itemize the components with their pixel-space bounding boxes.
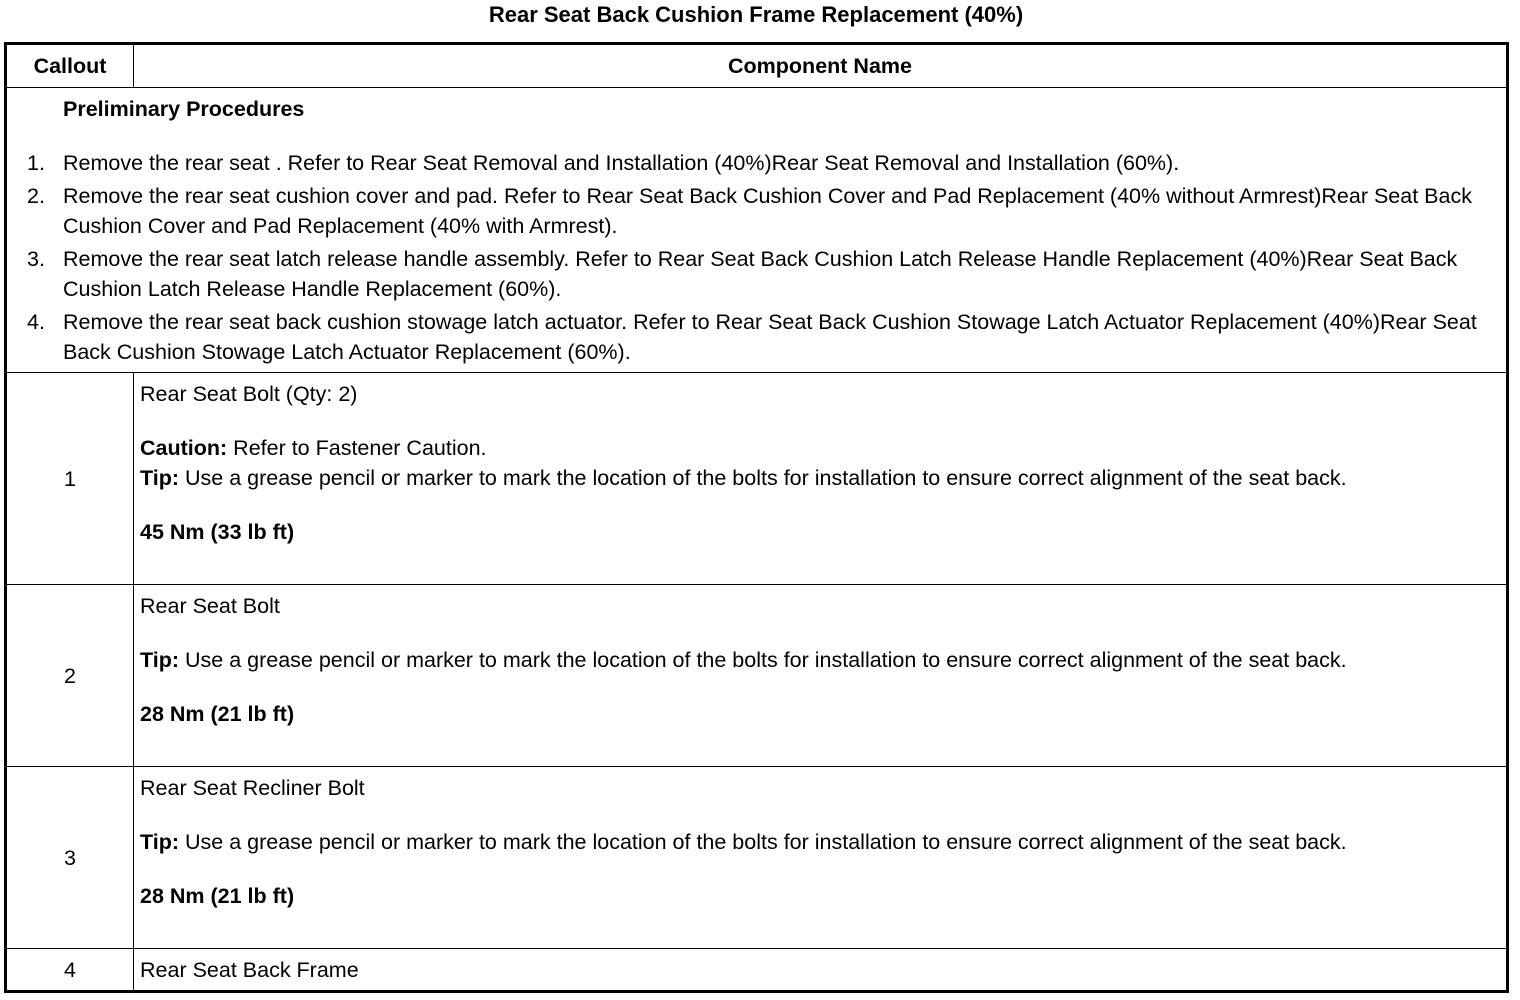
preliminary-heading: Preliminary Procedures [63, 97, 305, 121]
component-cell [134, 949, 1507, 991]
step-number: 2. [27, 184, 45, 208]
header-callout: Callout [7, 45, 134, 88]
component-name: Rear Seat Back Frame [140, 958, 359, 982]
preliminary-steps [7, 148, 1506, 367]
step-text: Remove the rear seat cushion cover and pad. Refer to Rear Seat Back Cushion Cover and Pad Replacement (40% without Armrest)Rear Seat Back Cushion Cover and Pad Replacement (40% with Armrest). [63, 184, 1472, 238]
header-component-name: Component Name [134, 45, 1507, 88]
step-text: Remove the rear seat back cushion stowage latch actuator. Refer to Rear Seat Back Cushion Stowage Latch Actuator Replacement (40%)Rear Seat Back Cushion Stowage Latch Actuator Replacement (60%). [63, 310, 1477, 364]
step-number: 3. [27, 247, 45, 271]
caution-note [140, 433, 1486, 463]
step-item [7, 148, 1506, 178]
component-name: Rear Seat Bolt (Qty: 2) [140, 382, 358, 406]
torque-spec: 28 Nm (21 lb ft) [140, 884, 295, 908]
callout-number: 1 [7, 373, 134, 585]
tip-label: Tip: [140, 466, 180, 490]
component-cell [134, 373, 1507, 585]
step-item [7, 244, 1506, 304]
tip-note [140, 463, 1486, 493]
step-item [7, 181, 1506, 241]
step-text: Remove the rear seat . Refer to Rear Seat Removal and Installation (40%)Rear Seat Removal and Installation (60%). [63, 151, 1180, 175]
torque-spec: 45 Nm (33 lb ft) [140, 520, 295, 544]
callout-number: 3 [7, 767, 134, 949]
table-header-row [7, 45, 1507, 88]
component-name: Rear Seat Bolt [140, 594, 280, 618]
table-row [7, 373, 1507, 585]
step-text: Remove the rear seat latch release handle assembly. Refer to Rear Seat Back Cushion Latch Release Handle Replacement (40%)Rear Seat Back Cushion Latch Release Handle Replacement (60%). [63, 247, 1458, 301]
tip-label: Tip: [140, 830, 180, 854]
document-title: Rear Seat Back Cushion Frame Replacement (40%) [488, 2, 1024, 27]
component-cell [134, 585, 1507, 767]
callout-number: 4 [7, 949, 134, 991]
tip-note [140, 827, 1486, 857]
tip-text: Use a grease pencil or marker to mark the location of the bolts for installation to ensure correct alignment of the seat back. [179, 648, 1347, 672]
step-item [7, 307, 1506, 367]
tip-note [140, 645, 1486, 675]
table-row [7, 949, 1507, 991]
tip-label: Tip: [140, 648, 180, 672]
component-cell [134, 767, 1507, 949]
table-row [7, 767, 1507, 949]
caution-label: Caution: [140, 436, 228, 460]
table-row [7, 585, 1507, 767]
preliminary-row [7, 88, 1507, 373]
step-number: 4. [27, 310, 45, 334]
preliminary-cell [7, 88, 1507, 373]
callout-number: 2 [7, 585, 134, 767]
procedure-table [6, 44, 1507, 991]
tip-text: Use a grease pencil or marker to mark the location of the bolts for installation to ensure correct alignment of the seat back. [179, 466, 1347, 490]
component-name: Rear Seat Recliner Bolt [140, 776, 365, 800]
torque-spec: 28 Nm (21 lb ft) [140, 702, 295, 726]
step-number: 1. [27, 151, 45, 175]
caution-text: Refer to Fastener Caution. [227, 436, 487, 460]
tip-text: Use a grease pencil or marker to mark the location of the bolts for installation to ensure correct alignment of the seat back. [179, 830, 1347, 854]
